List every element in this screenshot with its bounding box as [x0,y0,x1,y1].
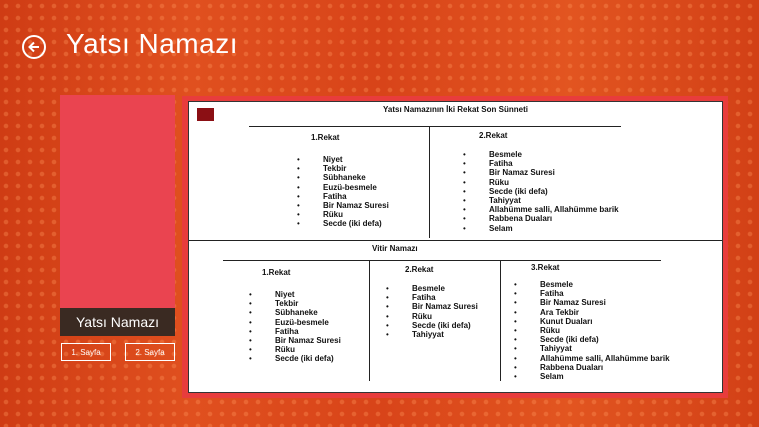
list-item: • Kunut Duaları [540,317,670,326]
list-item: • Tahiyyat [489,196,619,205]
list-item: • Euzü-besmele [323,183,389,192]
list-item: • Secde (iki defa) [489,187,619,196]
list-item: • Tahiyyat [540,344,670,353]
list-item: • Selam [489,224,619,233]
divider [249,126,621,127]
page-2-button[interactable]: 2. Sayfa [125,343,175,361]
list-item: • Fatiha [540,289,670,298]
list-item: • Bir Namaz Suresi [412,302,478,311]
list-item: • Rüku [489,178,619,187]
vitir-rekat-1-list [275,290,341,364]
list-item: • Tekbir [323,164,389,173]
divider [429,126,430,238]
list-item: • Sübhaneke [323,173,389,182]
list-item: • Fatiha [275,327,341,336]
sunnet-rekat-2-heading: 2.Rekat [479,131,508,140]
list-item: • Rüku [323,210,389,219]
page-title: Yatsı Namazı [66,28,238,59]
list-item: • Tahiyyat [412,330,478,339]
list-item: • Bir Namaz Suresi [275,336,341,345]
list-item: • Besmele [412,284,478,293]
vitir-rekat-2-heading: 2.Rekat [405,265,434,274]
list-item: • Fatiha [323,192,389,201]
list-item: • Sübhaneke [275,308,341,317]
list-item: • Besmele [540,280,670,289]
sunnet-rekat-2-list [489,150,619,233]
vitir-rekat-3-heading: 3.Rekat [531,263,560,272]
vitir-rekat-3-list [540,280,670,381]
list-item: • Rüku [412,312,478,321]
list-item: • Rüku [275,345,341,354]
prayer-document [188,101,723,393]
vitir-rekat-1-heading: 1.Rekat [262,268,291,277]
document-title: Yatsı Namazının İki Rekat Son Sünneti [383,105,528,114]
list-item: • Bir Namaz Suresi [489,168,619,177]
list-item: • Secde (iki defa) [323,219,389,228]
arrow-left-icon [27,40,41,54]
list-item: • Selam [540,372,670,381]
divider [369,260,370,381]
list-item: • Secde (iki defa) [540,335,670,344]
divider [223,260,661,261]
vitir-title: Vitir Namazı [372,244,418,253]
back-button[interactable] [22,35,46,59]
page-1-button[interactable]: 1. Sayfa [61,343,111,361]
list-item: • Ara Tekbir [540,308,670,317]
section-tile[interactable] [60,95,175,336]
tile-label: Yatsı Namazı [60,308,175,336]
list-item: • Euzü-besmele [275,318,341,327]
vitir-rekat-2-list [412,284,478,339]
list-item: • Secde (iki defa) [275,354,341,363]
list-item: • Secde (iki defa) [412,321,478,330]
list-item: • Rabbena Duaları [540,363,670,372]
section-divider [189,240,722,241]
list-item: • Fatiha [412,293,478,302]
sunnet-rekat-1-list [323,155,389,229]
list-item: • Besmele [489,150,619,159]
list-item: • Allahümme salli, Allahümme barik [489,205,619,214]
list-item: • Fatiha [489,159,619,168]
list-item: • Allahümme salli, Allahümme barik [540,354,670,363]
divider [500,260,501,381]
list-item: • Niyet [323,155,389,164]
list-item: • Bir Namaz Suresi [540,298,670,307]
list-item: • Tekbir [275,299,341,308]
sunnet-rekat-1-heading: 1.Rekat [311,133,340,142]
list-item: • Bir Namaz Suresi [323,201,389,210]
list-item: • Rabbena Duaları [489,214,619,223]
list-item: • Niyet [275,290,341,299]
list-item: • Rüku [540,326,670,335]
